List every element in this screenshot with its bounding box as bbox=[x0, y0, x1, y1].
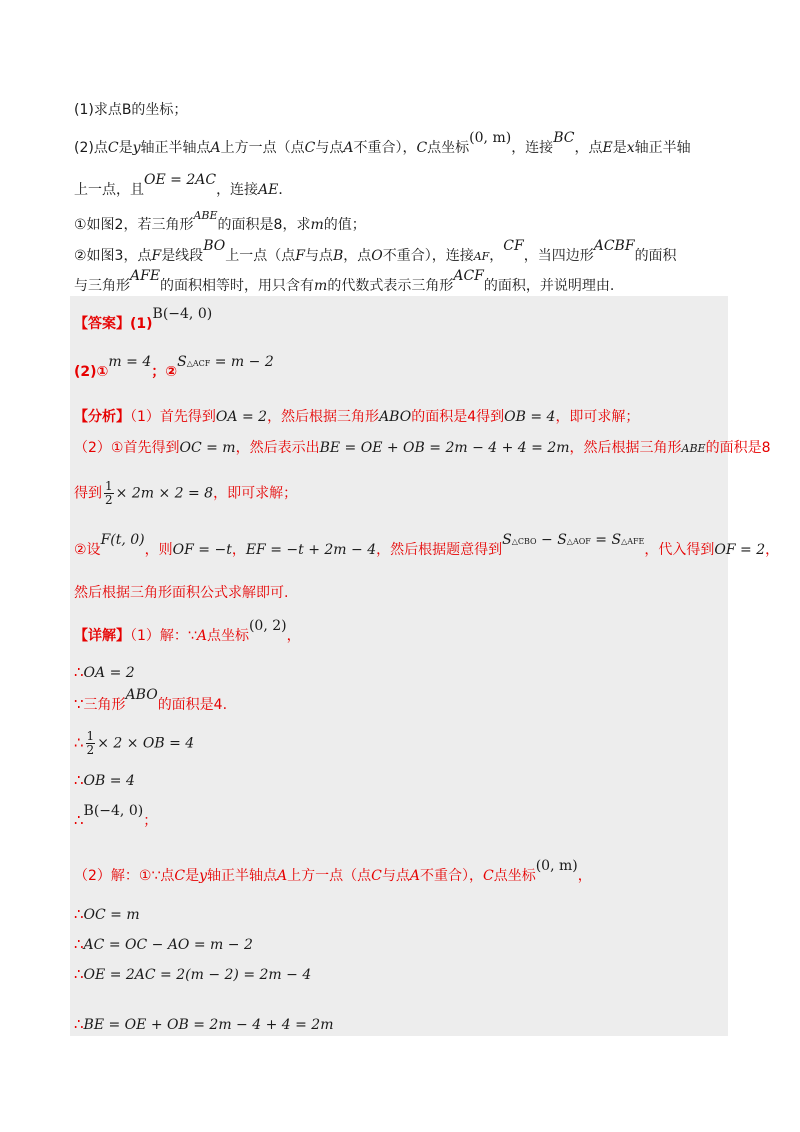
answer-area-symbol: S bbox=[177, 354, 187, 370]
q2-text-e: 轴正半轴点 bbox=[140, 140, 211, 156]
answer-line1 bbox=[74, 306, 213, 334]
detail-p2-h: ， bbox=[577, 868, 592, 884]
sub1-triangle-abe: ABE bbox=[193, 209, 218, 222]
sub2-text-g: ， bbox=[489, 248, 504, 264]
detail-l5: OB = 4 bbox=[83, 773, 135, 789]
detail-line10 bbox=[74, 964, 311, 985]
analysis-l4-c: ， bbox=[231, 542, 246, 558]
analysis-fraction-den: 2 bbox=[105, 493, 113, 507]
detail-line8 bbox=[74, 904, 140, 925]
sub1-text-c: 的值； bbox=[323, 217, 366, 233]
analysis-l4-f: F(t, 0) bbox=[100, 532, 145, 548]
question-part1-text: (1)求点B的坐标； bbox=[74, 102, 188, 118]
detail-l6: B(−4, 0) bbox=[83, 803, 144, 819]
analysis-l1-c: 的面积是4得到 bbox=[411, 409, 505, 425]
detail-l3-abo: ABO bbox=[125, 687, 158, 703]
detail-p2-point-a: A bbox=[277, 868, 288, 884]
sub3-text-c: 的代数式表示三角形 bbox=[327, 278, 454, 294]
q2-axis-x: x bbox=[626, 140, 635, 156]
therefore-symbol: ∴ bbox=[74, 663, 84, 681]
sub3-text-d: 的面积，并说明理由. bbox=[483, 278, 615, 294]
detail-fraction-den: 2 bbox=[86, 743, 95, 757]
q2-coord-c: (0, m) bbox=[469, 130, 512, 146]
detail-label: 【详解】 bbox=[74, 628, 130, 644]
sub2-text-f: 不重合），连接 bbox=[382, 248, 474, 264]
sub2-point-b: B bbox=[332, 248, 344, 264]
sub2-segment-af: AF bbox=[473, 250, 490, 263]
answer-label: 【答案】 bbox=[74, 316, 130, 332]
detail-p2-y: y bbox=[199, 868, 208, 884]
question-part2-line2 bbox=[74, 172, 293, 200]
analysis-s3: S bbox=[611, 532, 622, 548]
analysis-l3-a: 得到 bbox=[74, 485, 102, 502]
q2-point-c3: C bbox=[416, 140, 428, 156]
sub2-quad-acbf: ACBF bbox=[593, 238, 635, 254]
q2-text-o: ，点 bbox=[574, 140, 603, 156]
q2-text-i: 与点 bbox=[315, 140, 344, 156]
q2-text-c: 是 bbox=[118, 140, 133, 156]
detail-p2-point-a2: A bbox=[409, 868, 420, 884]
detail-p2-c2: 轴正半轴点 bbox=[207, 868, 278, 884]
sub2-text-c: 上一点（点 bbox=[225, 248, 296, 264]
q2-point-c: C bbox=[107, 140, 119, 156]
analysis-l4-ef: EF = −t + 2m − 4 bbox=[245, 542, 377, 558]
sub2-point-f: F bbox=[151, 248, 162, 264]
analysis-line4 bbox=[74, 532, 780, 562]
detail-p2-g: 点坐标 bbox=[493, 868, 536, 884]
detail-p2-coord: (0, m) bbox=[535, 858, 578, 874]
detail-p2-b: 是 bbox=[185, 868, 200, 884]
sub2-text-b: 是线段 bbox=[161, 248, 204, 264]
detail-l1-c: ， bbox=[286, 628, 301, 644]
analysis-l1-oa: OA = 2 bbox=[215, 409, 268, 425]
sub3-triangle-acf: ACF bbox=[453, 268, 484, 284]
analysis-l4-a: ②设 bbox=[74, 542, 101, 558]
detail-fraction-num: 1 bbox=[86, 729, 95, 743]
q2-equation-oe: OE = 2AC bbox=[144, 172, 217, 188]
analysis-line5 bbox=[74, 583, 288, 603]
analysis-l4-d: ，然后根据题意得到 bbox=[376, 542, 503, 558]
sub3-triangle-afe: AFE bbox=[130, 268, 161, 284]
sub2-text-d: 与点 bbox=[304, 248, 333, 264]
sub1-var-m: m bbox=[310, 217, 324, 233]
therefore-symbol: ∴ bbox=[74, 771, 84, 789]
detail-line1 bbox=[74, 618, 301, 646]
sub1-text-b: 的面积是8，求 bbox=[217, 217, 311, 233]
sub3-text-a: 与三角形 bbox=[74, 278, 130, 294]
detail-p2-a: （2）解：①∵点 bbox=[74, 868, 175, 884]
detail-half-fraction bbox=[86, 730, 96, 757]
answer-area-sub: △ACF bbox=[186, 359, 211, 368]
sub3-text-b: 的面积相等时，用只含有 bbox=[160, 278, 315, 294]
q2-text-q: 轴正半轴 bbox=[634, 140, 691, 156]
analysis-s2: S bbox=[557, 532, 567, 548]
question-sub2-line2 bbox=[74, 268, 615, 296]
analysis-l3-expr: × 2m × 2 = 8 bbox=[115, 485, 214, 502]
q2-l2-text-c: ． bbox=[278, 182, 293, 198]
sub1-text-a: ①如图2，若三角形 bbox=[74, 217, 194, 233]
detail-line2 bbox=[74, 662, 135, 683]
therefore-symbol: ∴ bbox=[74, 1015, 84, 1033]
detail-l10: OE = 2AC = 2(m − 2) = 2m − 4 bbox=[83, 967, 312, 983]
question-sub1 bbox=[74, 209, 366, 236]
analysis-line3 bbox=[74, 480, 297, 507]
detail-line5 bbox=[74, 770, 135, 791]
answer-part1: (1) bbox=[130, 316, 153, 332]
analysis-eq: = bbox=[590, 532, 612, 548]
analysis-l2-abe: ABE bbox=[681, 442, 706, 455]
sub2-text-h: ，当四边形 bbox=[523, 248, 594, 264]
analysis-l2-b: ，然后表示出 bbox=[235, 440, 320, 456]
analysis-line2 bbox=[74, 438, 771, 459]
analysis-l3-b: ，即可求解； bbox=[213, 485, 298, 502]
detail-line11 bbox=[74, 1014, 333, 1035]
therefore-symbol: ∴ bbox=[74, 935, 84, 953]
q2-text-p: 是 bbox=[612, 140, 627, 156]
q2-axis-y: y bbox=[132, 140, 141, 156]
analysis-l2-oc: OC = m bbox=[179, 440, 236, 456]
q2-l2-text-b: ，连接 bbox=[216, 182, 259, 198]
analysis-fraction-num: 1 bbox=[105, 479, 113, 493]
analysis-l2-be: BE = OE + OB = 2m − 4 + 4 = 2m bbox=[319, 440, 570, 456]
analysis-minus: − bbox=[536, 532, 558, 548]
detail-l1-a: （1）解：∵ bbox=[130, 628, 197, 644]
analysis-half-fraction bbox=[104, 480, 114, 507]
q2-point-a2: A bbox=[343, 140, 354, 156]
analysis-label: 【分析】 bbox=[74, 409, 130, 425]
detail-l11: BE = OE + OB = 2m − 4 + 4 = 2m bbox=[83, 1017, 334, 1033]
q2-text-g: 上方一点（点 bbox=[220, 140, 305, 156]
analysis-l4-b: ，则 bbox=[144, 542, 173, 558]
therefore-symbol: ∴ bbox=[74, 811, 84, 829]
question-part2-line1 bbox=[74, 130, 691, 158]
answer-b-coord: B(−4, 0) bbox=[152, 306, 213, 322]
analysis-l1-abo: ABO bbox=[379, 409, 412, 425]
q2-point-a: A bbox=[210, 140, 221, 156]
analysis-s3-sub: △AFE bbox=[621, 537, 645, 546]
analysis-s2-sub: △AOF bbox=[566, 537, 591, 546]
q2-text-n: ，连接 bbox=[511, 140, 554, 156]
q2-l2-text-a: 上一点，且 bbox=[74, 182, 144, 198]
analysis-l1-b: ，然后根据三角形 bbox=[267, 409, 380, 425]
detail-l9: AC = OC − AO = m − 2 bbox=[83, 937, 253, 953]
detail-line3 bbox=[74, 687, 228, 715]
detail-l1-coord: (0, 2) bbox=[248, 618, 287, 634]
detail-line4 bbox=[74, 730, 194, 757]
q2-text-a: (2)点 bbox=[74, 140, 108, 156]
answer-sep: ；② bbox=[151, 364, 178, 380]
q2-point-c2: C bbox=[304, 140, 316, 156]
therefore-symbol: ∴ bbox=[74, 965, 84, 983]
detail-line9 bbox=[74, 934, 253, 955]
analysis-s1-sub: △CBO bbox=[511, 537, 537, 546]
analysis-l1-d: ，即可求解； bbox=[555, 409, 640, 425]
detail-l1-b: 点坐标 bbox=[206, 628, 249, 644]
analysis-l1-a: （1）首先得到 bbox=[130, 409, 216, 425]
analysis-l2-d: 的面积是8 bbox=[705, 440, 771, 456]
analysis-l2-c: ，然后根据三角形 bbox=[569, 440, 682, 456]
analysis-l2-a: （2）①首先得到 bbox=[74, 440, 180, 456]
therefore-symbol: ∴ bbox=[74, 905, 84, 923]
sub2-text-a: ②如图3，点 bbox=[74, 248, 152, 264]
detail-p2-point-c: C bbox=[174, 868, 186, 884]
sub2-point-f2: F bbox=[295, 248, 305, 264]
detail-l6-end: ； bbox=[143, 813, 158, 829]
sub2-text-e: ，点 bbox=[343, 248, 372, 264]
detail-l8: OC = m bbox=[83, 907, 140, 923]
sub2-point-o: O bbox=[371, 248, 383, 264]
sub3-var-m: m bbox=[314, 278, 328, 294]
detail-p2-f: 不重合）， bbox=[419, 868, 483, 884]
analysis-l4-f2: ， bbox=[765, 542, 780, 558]
answer-area-eq: = m − 2 bbox=[214, 354, 274, 370]
detail-l2: OA = 2 bbox=[83, 665, 135, 681]
question-part1 bbox=[74, 100, 187, 120]
q2-text-m: 点坐标 bbox=[427, 140, 470, 156]
therefore-symbol: ∴ bbox=[74, 733, 84, 752]
detail-l3-b: 的面积是4. bbox=[157, 697, 228, 713]
answer-m-eq: m = 4 bbox=[108, 354, 152, 370]
sub2-segment-bo: BO bbox=[203, 238, 226, 254]
because-symbol: ∵ bbox=[74, 695, 84, 713]
analysis-s1: S bbox=[502, 532, 512, 548]
detail-p2-e: 与点 bbox=[381, 868, 410, 884]
analysis-l1-ob: OB = 4 bbox=[504, 409, 556, 425]
analysis-line1 bbox=[74, 407, 639, 427]
analysis-l4-e: ，代入得到 bbox=[644, 542, 715, 558]
q2-point-e: E bbox=[602, 140, 613, 156]
detail-p2-point-c3: C bbox=[482, 868, 494, 884]
sub2-text-i: 的面积 bbox=[634, 248, 677, 264]
q2-text-k: 不重合）， bbox=[353, 140, 417, 156]
detail-l4-expr: × 2 × OB = 4 bbox=[97, 735, 195, 752]
detail-part2-line bbox=[74, 858, 592, 886]
detail-l1-point-a: A bbox=[196, 628, 207, 644]
sub2-segment-cf: CF bbox=[503, 238, 524, 254]
q2-segment-bc: BC bbox=[553, 130, 575, 146]
detail-line6 bbox=[74, 803, 158, 831]
q2-segment-ae: AE bbox=[258, 182, 279, 198]
analysis-l5: 然后根据三角形面积公式求解即可. bbox=[74, 585, 289, 601]
detail-p2-point-c2: C bbox=[371, 868, 382, 884]
answer-part2: (2)① bbox=[74, 364, 109, 380]
answer-line2 bbox=[74, 354, 274, 384]
analysis-l4-of2: OF = 2 bbox=[714, 542, 766, 558]
question-sub2-line1 bbox=[74, 238, 677, 267]
analysis-l4-of: OF = −t bbox=[172, 542, 232, 558]
detail-p2-d: 上方一点（点 bbox=[287, 868, 372, 884]
detail-l3-a: 三角形 bbox=[83, 697, 126, 713]
